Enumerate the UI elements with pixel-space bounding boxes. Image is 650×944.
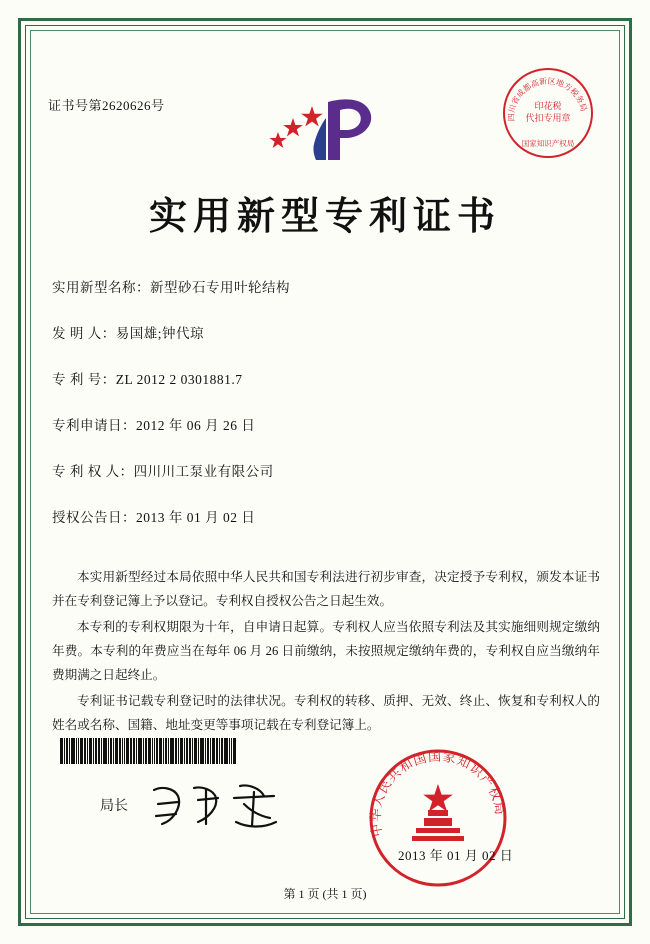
field-row [52,278,592,298]
field-label: 实用新型名称： [52,280,150,295]
sipo-logo [268,88,388,166]
tax-stamp-line1: 印花税 [534,101,562,111]
national-seal-text: 中华人民共和国国家知识产权局 [368,748,508,838]
tax-stamp-line2: 代扣专用章 [525,113,571,123]
field-row [52,370,592,390]
tax-stamp-arc-text: 四川省成都高新区地方税务局 [506,76,589,122]
field-label: 发 明 人： [52,326,116,341]
paragraph: 本实用新型经过本局依照中华人民共和国专利法进行初步审查，决定授予专利权，颁发本证书并在专利登记簿上予以登记。专利权自授权公告之日起生效。 [52,570,600,608]
fields-list [52,278,592,554]
tax-stamp-inner-text [503,100,593,124]
certificate-number: 证书号第2620626号 [48,98,165,113]
field-row [52,462,592,482]
barcode [60,738,238,764]
paragraph: 专利证书记载专利登记时的法律状况。专利权的转移、质押、无效、终止、恢复和专利权人的姓名或名称、国籍、地址变更等事项记载在专利登记簿上。 [52,694,600,732]
field-label: 专 利 号： [52,372,116,387]
field-value: 四川川工泵业有限公司 [133,464,274,479]
field-label: 专 利 权 人： [52,464,134,479]
field-row [52,324,592,344]
field-value: 2013 年 01 月 02 日 [136,510,256,525]
national-seal [368,748,508,888]
field-value: 易国雄;钟代琼 [115,326,205,341]
page-footer: 第 1 页 (共 1 页) [283,887,367,901]
page-title: 实用新型专利证书 [148,196,501,238]
field-label: 授权公告日： [52,510,136,525]
director-label: 局长 [100,799,128,814]
field-row [52,508,592,528]
field-value: 2012 年 06 月 26 日 [136,418,256,433]
director-signature [148,778,298,836]
seal-date: 2013 年 01 月 02 日 [398,848,514,863]
tax-stamp [503,68,595,160]
field-value: 新型砂石专用叶轮结构 [150,280,290,295]
paragraph: 本专利的专利权期限为十年，自申请日起算。专利权人应当依照专利法及其实施细则规定缴纳年费。本专利的年费应当在每年 06 月 26 日前缴纳，未按照规定缴纳年费的，专利权自应当缴纳年费期满之日起终止。 [52,620,600,682]
field-label: 专利申请日： [52,418,136,433]
tax-stamp-side-text: 国家知识产权局 [521,139,575,148]
field-row [52,416,592,436]
field-value: ZL 2012 2 0301881.7 [115,372,243,387]
body-paragraphs [52,565,600,739]
